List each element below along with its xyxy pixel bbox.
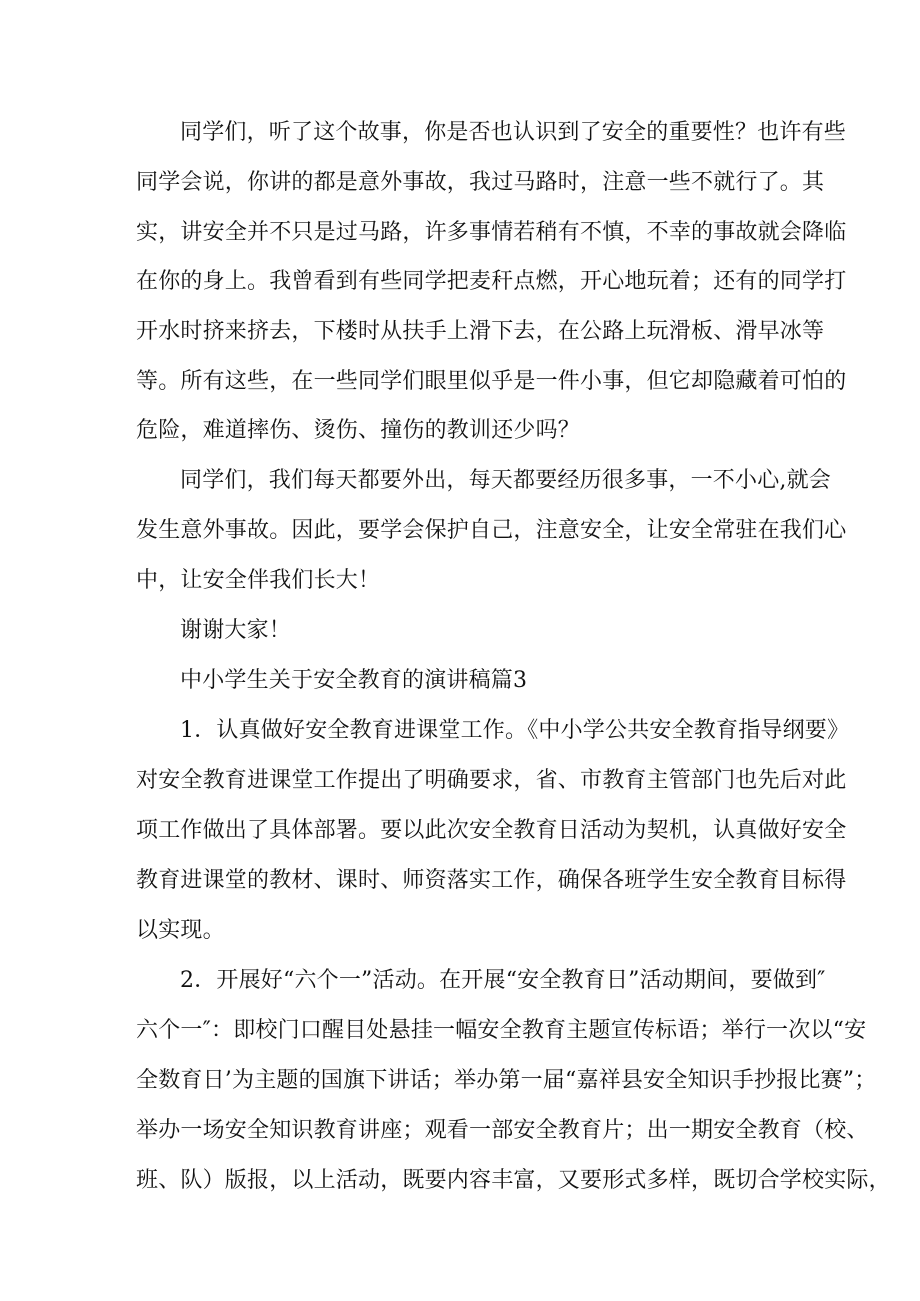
- text-line: 项工作做出了具体部署。要以此次安全教育日活动为契机，认真做好安全: [136, 818, 847, 843]
- closing-line: 谢谢大家！: [180, 618, 292, 643]
- text-line: 六个一″：即校门口醒目处悬挂一幅安全教育主题宣传标语；举行一次以“安: [136, 1018, 867, 1043]
- text-line: 班、队）版报，以上活动，既要内容丰富，又要形式多样，既切合学校实际，: [136, 1168, 891, 1193]
- text-line: 举办一场安全知识教育讲座；观看一部安全教育片；出一期安全教育（校、: [136, 1118, 869, 1143]
- text-line: 对安全教育进课堂工作提出了明确要求，省、市教育主管部门也先后对此: [136, 768, 847, 793]
- text-line: 开水时挤来挤去，下楼时从扶手上滑下去，在公路上玩滑板、滑早冰等: [136, 319, 825, 344]
- text-line: 教育进课堂的教材、课时、师资落实工作，确保各班学生安全教育目标得: [136, 868, 847, 893]
- text-line: 同学们，听了这个故事，你是否也认识到了安全的重要性？也许有些: [180, 120, 847, 145]
- text-line: 以实现。: [136, 918, 225, 943]
- text-line: 实，讲安全并不只是过马路，许多事情若稍有不慎，不幸的事故就会降临: [136, 220, 847, 245]
- text-line: 中，让安全伴我们长大！: [136, 568, 381, 593]
- text-line: 1．认真做好安全教育进课堂工作。《中小学公共安全教育指导纲要》: [180, 718, 850, 743]
- section-heading: 中小学生关于安全教育的演讲稿篇3: [180, 668, 528, 693]
- text-line: 危险，难道摔伤、烫伤、撞伤的教训还少吗？: [136, 418, 581, 443]
- text-line: 2．开展好“六个一”活动。在开展“安全教育日”活动期间，要做到″: [180, 968, 826, 993]
- text-line: 发生意外事故。因此，要学会保护自己，注意安全，让安全常驻在我们心: [136, 518, 847, 543]
- text-line: 全数育日’为主题的国旗下讲话；举办第一届“嘉祥县安全知识手抄报比赛”；: [136, 1068, 877, 1093]
- text-line: 同学会说，你讲的都是意外事故，我过马路时，注意一些不就行了。其: [136, 170, 825, 195]
- text-line: 同学们，我们每天都要外出，每天都要经历很多事，一不小心,就会: [180, 468, 831, 493]
- text-line: 在你的身上。我曾看到有些同学把麦秆点燃，开心地玩着；还有的同学打: [136, 269, 847, 294]
- text-line: 等。所有这些，在一些同学们眼里似乎是一件小事，但它却隐藏着可怕的: [136, 369, 847, 394]
